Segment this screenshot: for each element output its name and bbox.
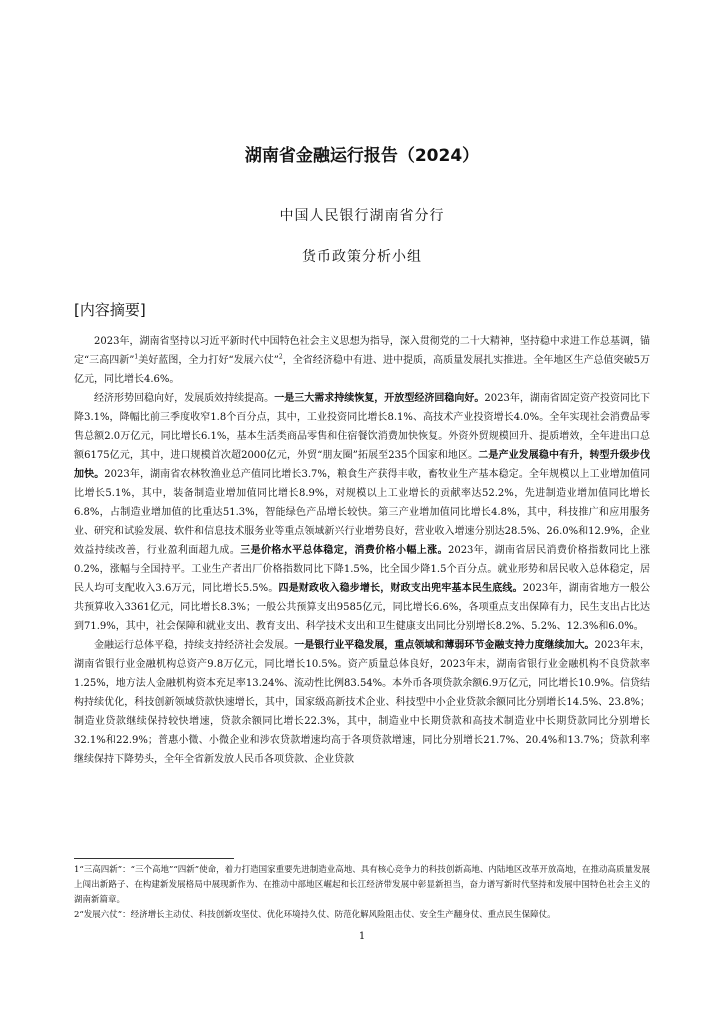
bold-point-banking: 一是银行业平稳发展，重点领域和薄弱环节金融支持力度继续加大。 xyxy=(294,640,595,651)
author-organization: 中国人民银行湖南省分行 xyxy=(279,208,445,224)
footnote-1: 1“三高四新”：“三个高地”“四新”使命，着力打造国家重要先进制造业高地、具有核心竞争力的科技创新高地、内陆地区改革开放高地，在推动高质量发展上闯出新路子、在构建新发展格局中展现新作为、在推动中部地区崛起和长江经济带发展中彰显新担当，奋力谱写新时代坚持和发展中国特色社会主义的湖南新篇章。 xyxy=(74,865,650,905)
report-title: 湖南省金融运行报告（2024） xyxy=(244,146,480,166)
footnote-2: 2“发展六仗”：经济增长主动仗、科技创新攻坚仗、优化环境持久仗、防范化解风险阻击仗、安全生产翻身仗、重点民生保障仗。 xyxy=(74,910,556,920)
bold-point-2: 二是产业发展稳中有升，转型升级步伐加快。 xyxy=(74,450,650,480)
paragraph-intro xyxy=(74,332,650,389)
footnote-divider xyxy=(74,858,234,859)
paragraph-economy xyxy=(74,389,650,636)
text-run: 金融运行总体平稳，持续支持经济社会发展。 xyxy=(94,640,295,651)
paragraph-finance xyxy=(74,636,650,769)
bold-point-1: 一是三大需求持续恢复，开放型经济回稳向好。 xyxy=(274,393,485,404)
text-run: ，全省经济稳中有进、进中提质，高质量发展扎实推进。全年地区生产总值突破5万亿元，同比增长4.6%。 xyxy=(74,355,650,385)
text-run: 2023年末，湖南省银行业金融机构总资产9.8万亿元，同比增长10.5%。资产质量总体良好，2023年末，湖南省银行业金融机构不良贷款率1.25%，地方法人金融机构资本充足率13.24%、流动性比例83.54%。本外币各项贷款余额6.9万亿元，同比增长10.9%。信贷结构持续优化，科技创新领域贷款快速增长，其中，国家级高新技术企业、科技型中小企业贷款余额同比分别增长14.5%、23.8%；制造业贷款继续保持较快增速，贷款余额同比增长22.3%，其中，制造业中长期贷款和高技术制造业中长期贷款同比分别增长32.1%和22.9%；普惠小微、小微企业和涉农贷款增速均高于各项贷款增速，同比分别增长21.7%、20.4%和13.7%；贷款利率继续保持下降势头，全年全省新发放人民币各项贷款、企业贷款 xyxy=(74,640,651,765)
text-run: 2023年，湖南省居民消费价格指数同比上涨0.2%，涨幅与全国持平。工业生产者出厂价格指数同比下降1.5%，比全国少降1.5个百分点。就业形势和居民收入总体稳定，居民人均可支配收入3.6万元，同比增长5.5%。 xyxy=(74,545,651,594)
page-number: 1 xyxy=(358,931,366,942)
footnote-ref-2[interactable]: 2 xyxy=(278,353,283,361)
text-run: 2023年，湖南省地方一般公共预算收入3361亿元，同比增长8.3%；一般公共预算支出9585亿元，同比增长6.6%，各项重点支出保障有力，民生支出占比达到71.9%，其中，社会保障和就业支出、教育支出、科学技术支出和卫生健康支出同比分别增长8.2%、5.2%、12.3%和6.0%。 xyxy=(74,583,651,632)
bold-point-3: 三是价格水平总体稳定，消费价格小幅上涨。 xyxy=(240,545,448,556)
text-run: 2023年，湖南省农林牧渔业总产值同比增长3.7%，粮食生产获得丰收，畜牧业生产基本稳定。全年规模以上工业增加值同比增长5.1%，其中，装备制造业增加值同比增长8.9%，对规模以上工业增长的贡献率达52.2%，先进制造业增加值同比增长6.8%，占制造业增加值的比重达51.3%，智能绿色产品增长较快。第三产业增加值同比增长4.8%，其中，科技推广和应用服务业、研究和试验发展、软件和信息技术服务业等重点领域新兴行业增势良好，营业收入增速分别达28.5%、26.0%和12.9%，企业效益持续改善，行业盈利面超九成。 xyxy=(74,469,651,556)
bold-point-4: 四是财政收入稳步增长，财政支出兜牢基本民生底线。 xyxy=(278,583,523,594)
text-run: 经济形势回稳向好，发展质效持续提高。 xyxy=(94,393,275,404)
abstract-body xyxy=(74,332,650,769)
footnotes xyxy=(74,863,650,923)
text-run: 2023年，湖南省固定资产投资同比下降3.1%，降幅比前三季度收窄1.8个百分点，其中，工业投资同比增长8.1%、高技术产业投资增长4.0%。全年实现社会消费品零售总额2.0万亿元，同比增长6.1%，基本生活类商品零售和住宿餐饮消费加快恢复。外资外贸规模回升、提质增效，全年进出口总额6175亿元，其中，进口规模首次超2000亿元，外贸“朋友圈”拓展至235个国家和地区。 xyxy=(74,393,650,461)
footnote-ref-1[interactable]: 1 xyxy=(134,353,139,361)
abstract-heading: [内容摘要] xyxy=(74,301,146,319)
text-run: 2023年，湖南省坚持以习近平新时代中国特色社会主义思想为指导，深入贯彻党的二十大精神，坚持稳中求进工作总基调，锚定“三高四新” xyxy=(74,336,650,366)
author-group: 货币政策分析小组 xyxy=(302,249,422,265)
text-run: 美好蓝图，全力打好“发展六仗” xyxy=(138,355,279,366)
